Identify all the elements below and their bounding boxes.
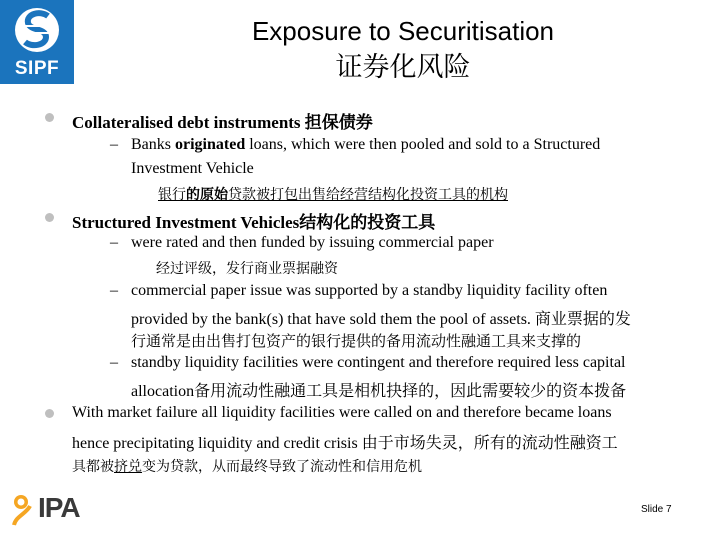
sub-bullet-text-bold: originated — [175, 136, 246, 153]
sub-bullet-text: were rated and then funded by issuing commercial paper — [131, 234, 494, 251]
bullet-dot-icon — [45, 213, 54, 222]
ipa-logo-text: IPA — [38, 492, 80, 523]
sub-bullet-commercial-paper — [110, 282, 608, 300]
chinese-text-bold: 的原始 — [186, 187, 228, 203]
chinese-text-underlined: 挤兑 — [114, 459, 142, 475]
bullet-line-chinese — [72, 456, 422, 476]
sub-bullet-chinese-line — [131, 184, 508, 204]
sub-bullet-line: allocation备用流动性融通工具是相机抉择的，因此需要较少的资本拨备 — [131, 383, 627, 400]
bullet-collateralised-debt — [72, 108, 373, 133]
sub-bullet-banks-originated — [110, 136, 601, 154]
dash-icon: – — [110, 354, 118, 371]
sub-bullet-line: 经过评级，发行商业票据融资 — [156, 261, 338, 277]
dash-icon: – — [110, 234, 118, 251]
chinese-text-post: 贷款被打包出售给经营结构化投资工具的机构 — [228, 187, 508, 203]
sub-bullet-text: commercial paper issue was supported by a standby liquidity facility often — [131, 282, 608, 299]
sub-bullet-standby-liquidity — [110, 354, 626, 372]
sub-bullet-line: 行通常是由出售打包资产的银行提供的备用流动性融通工具来支撑的 — [131, 332, 582, 350]
sub-bullet-line: Investment Vehicle — [131, 160, 254, 177]
dash-icon: – — [110, 136, 118, 153]
slide-title — [160, 14, 646, 88]
title-chinese: 证券化风险 — [335, 52, 471, 83]
chinese-text-post: 变为贷款，从而最终导致了流动性和信用危机 — [142, 459, 422, 475]
bullet-market-failure — [72, 404, 612, 422]
bullet-structured-investment-vehicles — [72, 208, 435, 233]
sipf-logo-text: SIPF — [14, 58, 60, 79]
bullet-line: hence precipitating liquidity and credit crisis 由于市场失灵，所有的流动性融资工 — [72, 435, 618, 452]
chinese-text-pre: 具都被 — [72, 459, 114, 475]
ipa-emblem-icon — [10, 492, 38, 526]
bullet-text: Collateralised debt instruments 担保债券 — [72, 113, 373, 132]
dash-icon: – — [110, 282, 118, 299]
sub-bullet-text-pre: Banks — [131, 136, 175, 153]
sub-bullet-text-post: loans, which were then pooled and sold to a Structured — [245, 136, 601, 153]
ipa-logo — [10, 492, 100, 528]
bullet-text: With market failure all liquidity facilities were called on and therefore became loans — [72, 404, 612, 421]
slide-number: Slide 7 — [641, 504, 672, 515]
bullet-dot-icon — [45, 113, 54, 122]
sub-bullet-text: standby liquidity facilities were contingent and therefore required less capital — [131, 354, 626, 371]
sub-bullet-line: provided by the bank(s) that have sold them the pool of assets. 商业票据的发 — [131, 311, 631, 328]
bullet-dot-icon — [45, 409, 54, 418]
bullet-text: Structured Investment Vehicles结构化的投资工具 — [72, 213, 436, 232]
sub-bullet-rated-funded — [110, 234, 494, 252]
title-english: Exposure to Securitisation — [251, 16, 555, 46]
chinese-text-pre: 银行 — [158, 187, 186, 203]
sipf-logo — [0, 0, 74, 84]
sipf-emblem-icon — [0, 0, 74, 60]
